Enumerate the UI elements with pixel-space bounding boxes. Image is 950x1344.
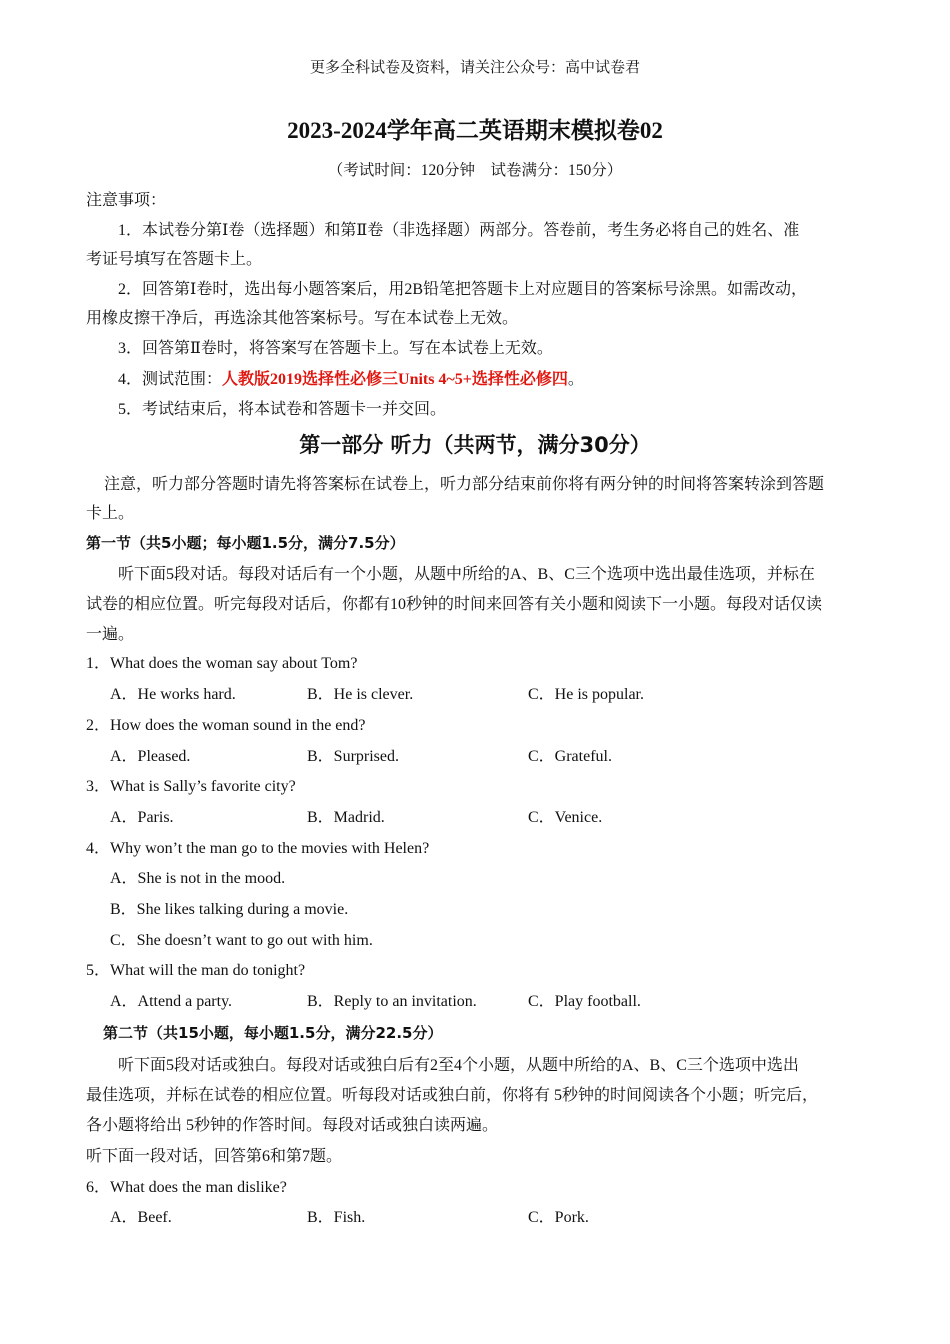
section-1-instructions: 听下面5段对话。每段对话后有一个小题，从题中所给的A、B、C三个选项中选出最佳选项，并标在 bbox=[118, 566, 815, 583]
notice-heading: 注意事项： bbox=[86, 192, 167, 209]
exam-info: （考试时间：120分钟 试卷满分：150分） bbox=[327, 162, 623, 179]
question-1-option-a: A．He works hard. bbox=[110, 686, 236, 703]
section-1-heading: 第一节（共5小题；每小题1.5分，满分7.5分） bbox=[86, 534, 405, 552]
question-3-option-c: C．Venice. bbox=[528, 809, 603, 826]
question-5-option-b: B．Reply to an invitation. bbox=[307, 993, 477, 1010]
section-2-instructions-end: 各小题将给出 5秒钟的作答时间。每段对话或独白读两遍。 bbox=[86, 1117, 499, 1134]
section-1-instructions-cont: 试卷的相应位置。听完每段对话后，你都有10秒钟的时间来回答有关小题和阅读下一小题。每段对话仅读 bbox=[86, 596, 823, 613]
question-3: 3．What is Sally’s favorite city? bbox=[86, 778, 296, 795]
notice-item-4-suffix: 。 bbox=[567, 371, 584, 388]
question-3-option-b: B．Madrid. bbox=[307, 809, 385, 826]
question-5-option-a: A．Attend a party. bbox=[110, 993, 233, 1010]
question-2-option-a: A．Pleased. bbox=[110, 748, 191, 765]
page-title: 2023-2024学年高二英语期末模拟卷02 bbox=[287, 118, 663, 143]
notice-item-2-cont: 用橡皮擦干净后，再选涂其他答案标号。写在本试卷上无效。 bbox=[86, 310, 519, 327]
question-5-option-c: C．Play football. bbox=[528, 993, 641, 1010]
question-6-option-c: C．Pork. bbox=[528, 1209, 589, 1226]
notice-item-1: 1．本试卷分第Ⅰ卷（选择题）和第Ⅱ卷（非选择题）两部分。答卷前，考生务必将自己的姓名、准 bbox=[118, 222, 800, 239]
question-6: 6．What does the man dislike? bbox=[86, 1179, 287, 1196]
dialogue-group-intro: 听下面一段对话，回答第6和第7题。 bbox=[86, 1148, 343, 1165]
question-2-option-b: B．Surprised. bbox=[307, 748, 400, 765]
part-title: 第一部分 听力（共两节，满分30分） bbox=[299, 433, 651, 457]
section-2-instructions: 听下面5段对话或独白。每段对话或独白后有2至4个小题，从题中所给的A、B、C三个选项中选出 bbox=[118, 1057, 799, 1074]
header-note: 更多全科试卷及资料，请关注公众号：高中试卷君 bbox=[309, 60, 640, 76]
test-range: 人教版2019选择性必修三Units 4~5+选择性必修四 bbox=[222, 371, 568, 388]
question-1-option-b: B．He is clever. bbox=[307, 686, 414, 703]
notice-item-2: 2．回答第Ⅰ卷时，选出每小题答案后，用2B铅笔把答题卡上对应题目的答案标号涂黑。如需改动， bbox=[118, 281, 807, 298]
part-note: 注意，听力部分答题时请先将答案标在试卷上，听力部分结束前你将有两分钟的时间将答案转涂到答题 bbox=[104, 476, 825, 493]
question-4-option-c: C．She doesn’t want to go out with him. bbox=[110, 932, 373, 949]
section-1-instructions-end: 一遍。 bbox=[86, 626, 135, 643]
question-4: 4．Why won’t the man go to the movies with Helen? bbox=[86, 840, 430, 857]
question-4-option-a: A．She is not in the mood. bbox=[110, 870, 286, 887]
question-3-option-a: A．Paris. bbox=[110, 809, 174, 826]
part-note-cont: 卡上。 bbox=[86, 505, 135, 522]
question-2: 2．How does the woman sound in the end? bbox=[86, 717, 366, 734]
question-6-option-b: B．Fish. bbox=[307, 1209, 366, 1226]
notice-item-5: 5．考试结束后，将本试卷和答题卡一并交回。 bbox=[118, 401, 447, 418]
notice-item-1-cont: 考证号填写在答题卡上。 bbox=[86, 251, 263, 268]
question-2-option-c: C．Grateful. bbox=[528, 748, 612, 765]
section-2-heading: 第二节（共15小题，每小题1.5分，满分22.5分） bbox=[103, 1024, 443, 1042]
question-5: 5．What will the man do tonight? bbox=[86, 962, 306, 979]
notice-item-4-prefix: 4．测试范围： bbox=[118, 371, 223, 388]
question-1: 1．What does the woman say about Tom? bbox=[86, 655, 358, 672]
question-6-option-a: A．Beef. bbox=[110, 1209, 172, 1226]
section-2-instructions-cont: 最佳选项，并标在试卷的相应位置。听每段对话或独白前，你将有 5秒钟的时间阅读各个小题；听完后， bbox=[86, 1087, 819, 1104]
question-1-option-c: C．He is popular. bbox=[528, 686, 644, 703]
notice-item-4 bbox=[118, 370, 584, 390]
notice-item-3: 3．回答第Ⅱ卷时，将答案写在答题卡上。写在本试卷上无效。 bbox=[118, 340, 553, 357]
question-4-option-b: B．She likes talking during a movie. bbox=[110, 901, 349, 918]
